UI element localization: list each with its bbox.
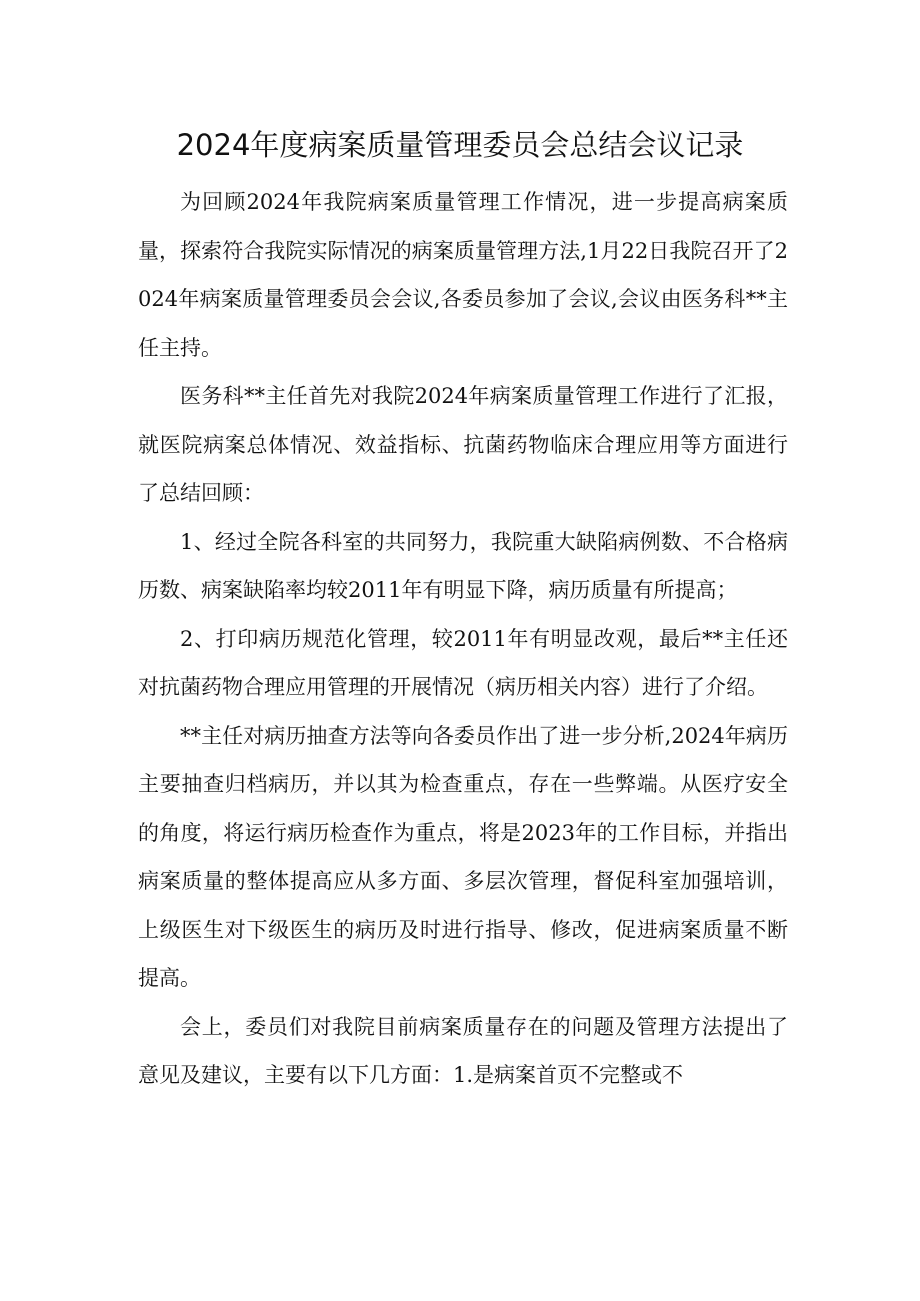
paragraph-report: 医务科**主任首先对我院2024年病案质量管理工作进行了汇报，就医院病案总体情况、效益指标、抗菌药物临床合理应用等方面进行了总结回顾： bbox=[138, 384, 788, 505]
paragraph-suggestions: 会上，委员们对我院目前病案质量存在的问题及管理方法提出了意见及建议，主要有以下几方面：1.是病案首页不完整或不 bbox=[138, 1014, 788, 1087]
paragraph-point-2: 2、打印病历规范化管理，较2011年有明显改观，最后**主任还对抗菌药物合理应用管理的开展情况（病历相关内容）进行了介绍。 bbox=[138, 626, 788, 699]
document-title: 2024年度病案质量管理委员会总结会议记录 bbox=[176, 128, 744, 162]
paragraph-intro: 为回顾2024年我院病案质量管理工作情况，进一步提高病案质量，探索符合我院实际情况的病案质量管理方法,1月22日我院召开了2024年病案质量管理委员会会议,各委员参加了会议,会议由医务科**主任主持。 bbox=[138, 190, 788, 360]
document-body bbox=[138, 178, 788, 1100]
paragraph-analysis: **主任对病历抽查方法等向各委员作出了进一步分析,2024年病历主要抽查归档病历，并以其为检查重点，存在一些弊端。从医疗安全的角度，将运行病历检查作为重点，将是2023年的工作目标，并指出病案质量的整体提高应从多方面、多层次管理，督促科室加强培训，上级医生对下级医生的病历及时进行指导、修改，促进病案质量不断提高。 bbox=[138, 723, 788, 990]
paragraph-point-1: 1、经过全院各科室的共同努力，我院重大缺陷病例数、不合格病历数、病案缺陷率均较2011年有明显下降，病历质量有所提高； bbox=[138, 529, 788, 602]
